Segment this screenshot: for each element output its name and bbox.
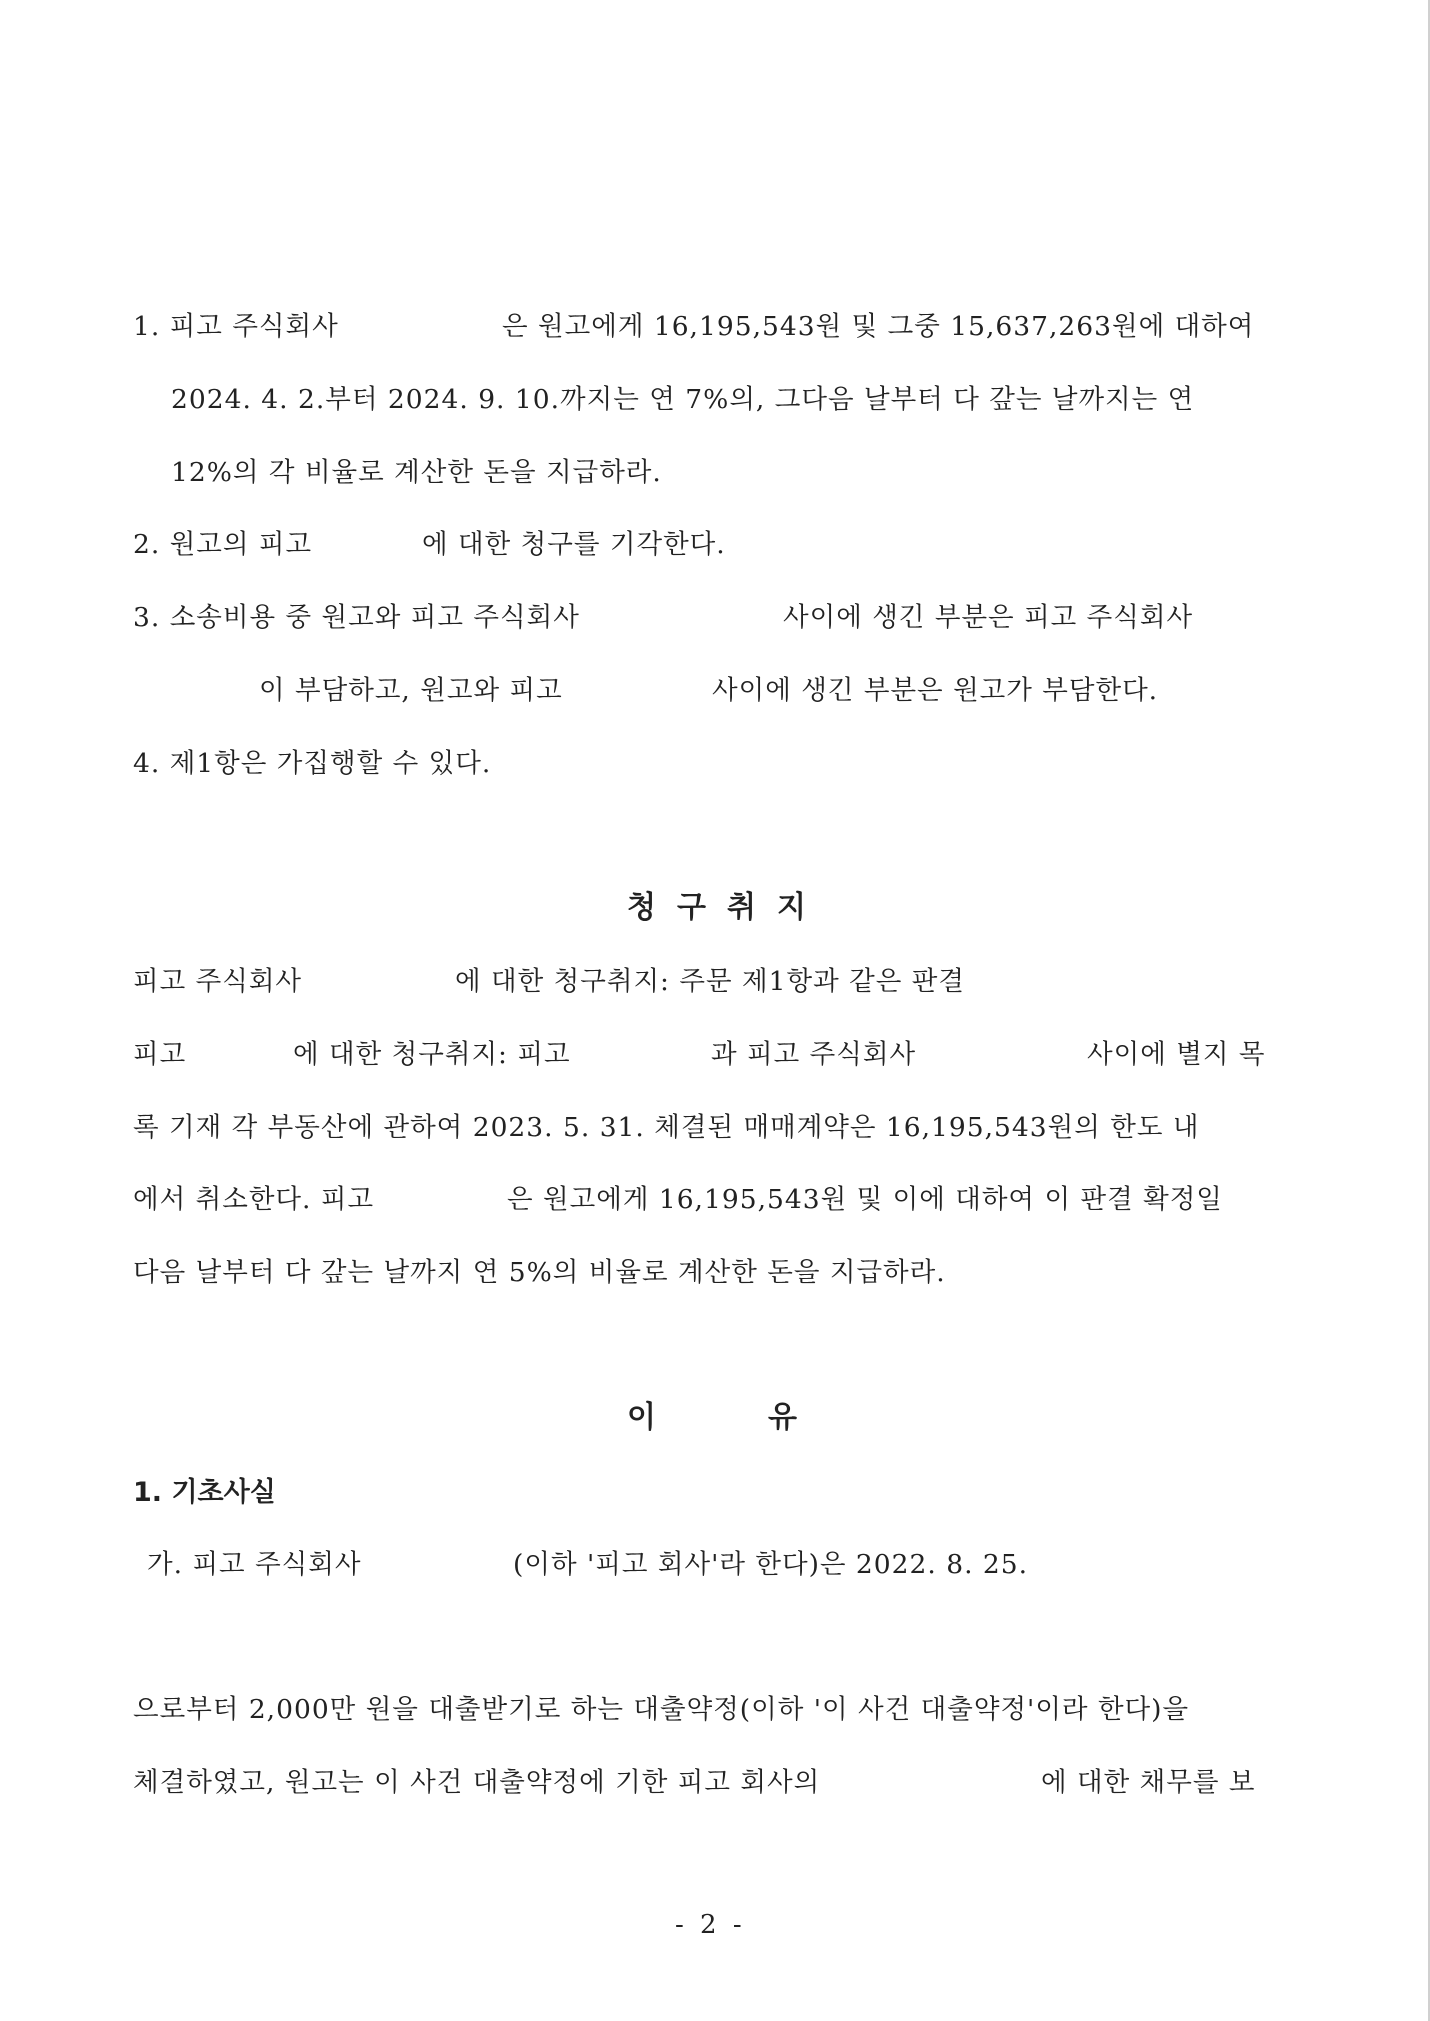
order-item-1-line-2: 2024. 4. 2.부터 2024. 9. 10.까지는 연 7%의, 그다음 날부터 다 갚는 날까지는 연 bbox=[171, 384, 1195, 415]
claim-line-5: 다음 날부터 다 갚는 날까지 연 5%의 비율로 계산한 돈을 지급하라. bbox=[133, 1257, 946, 1288]
claim-line-3: 록 기재 각 부동산에 관하여 2023. 5. 31. 체결된 매매계약은 16,195,543원의 한도 내 bbox=[133, 1112, 1200, 1143]
order-item-4: 4. 제1항은 가집행할 수 있다. bbox=[133, 748, 492, 779]
order-item-1-line-3: 12%의 각 비율로 계산한 돈을 지급하라. bbox=[171, 457, 662, 488]
section-1-title: 1. 기초사실 bbox=[133, 1477, 276, 1508]
page-number: - 2 - bbox=[675, 1910, 746, 1940]
document-page: 1. 피고 주식회사 은 원고에게 16,195,543원 및 그중 15,637,263원에 대하여 2024. 4. 2.부터 2024. 9. 10.까지는 연 7%의, 그다음 날부터 다 갚는 날까지는 연 12%의 각 비율로 계산한 돈을 지급하라. 2. 원고의 피고 에 대한 청구를 기각한다. 3. 소송비용 중 원고와 피고 주식회사 사이에 생긴 부분은 피고 주식회사 이 부담하고, 원고와 피고 사이에 생긴 부분은 원고가 부담한다. 4. 제1항은 가집행할 수 있다. 청 구 취 지 피고 주식회사 에 대한 청구취지: 주문 제1항과 같은 판결 피고 에 대한 청구취지: 피고 과 피고 주식회사 사이에 별지 목 록 기재 각 부동산에 관하여 2023. 5. 31. 체결된 매매계약은 16,195,543원의 한도 내 에서 취소한다. 피고 은 원고에게 16,195,543원 및 이에 대하여 이 판결 확정일 다음 날부터 다 갚는 날까지 연 5%의 비율로 계산한 돈을 지급하라. 이 유 1. 기초사실 가. 피고 주식회사 (이하 '피고 회사'라 한다)은 2022. 8. 25. 으로부터 2,000만 원을 대출받기로 하는 대출약정(이하 '이 사건 대출약정'이라 한다)을 체결하였고, 원고는 이 사건 대출약정에 기한 피고 회사의 에 대한 채무를 보 - 2 - bbox=[0, 0, 1430, 2021]
reasons-paragraph-line-1: 으로부터 2,000만 원을 대출받기로 하는 대출약정(이하 '이 사건 대출약정'이라 한다)을 bbox=[133, 1694, 1190, 1725]
